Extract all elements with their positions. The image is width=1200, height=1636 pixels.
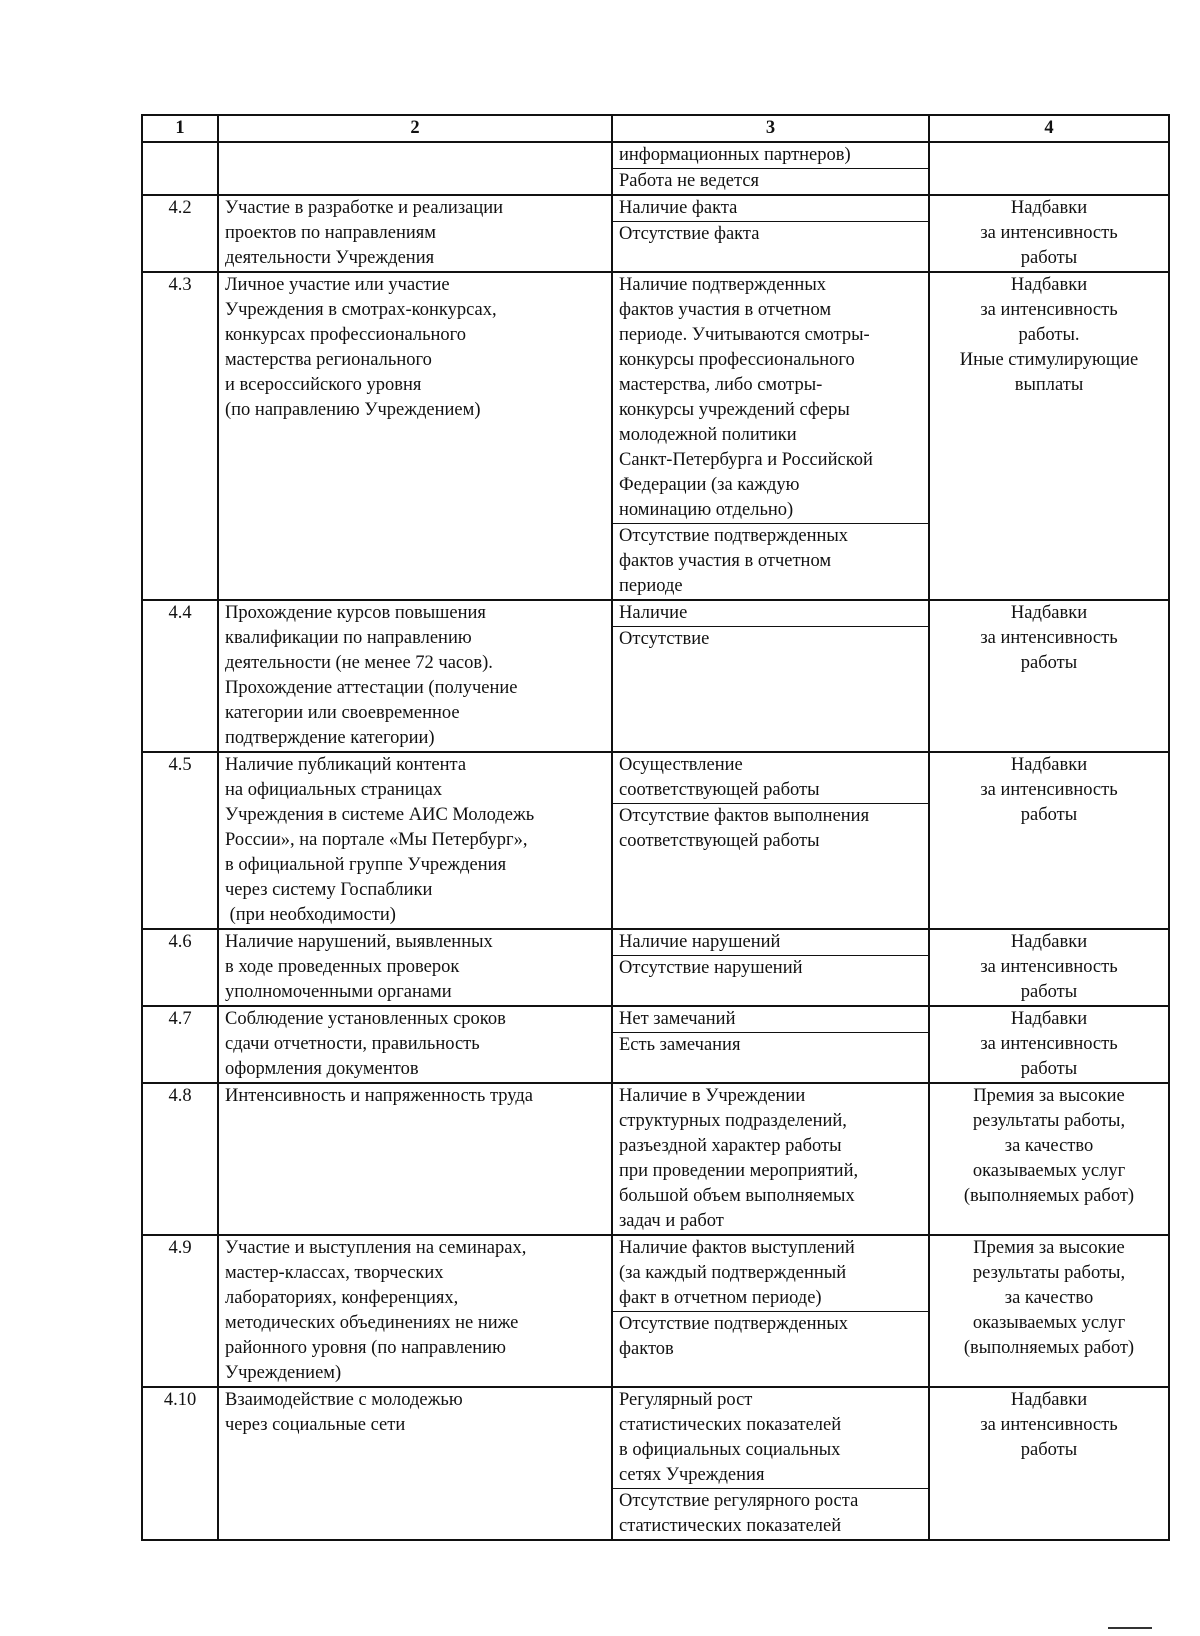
table-row — [142, 1083, 1169, 1235]
criterion-item: Наличие подтвержденных фактов участия в отчетном периоде. Учитываются смотры- конкурсы профессионального мастерства, либо смотры- конкурсы учреждений сферы молодежной политики Санкт-Петербурга и Российской Федерации (за каждую номинацию отдельно) — [619, 275, 873, 520]
payment-type: Надбавки за интенсивность работы — [929, 195, 1169, 272]
header-col-1: 1 — [142, 115, 218, 142]
criteria-cell — [612, 195, 929, 272]
indicator-description: Прохождение курсов повышения квалификации по направлению деятельности (не менее 72 часов). Прохождение аттестации (получение категории или своевременное подтверждение категории) — [218, 600, 612, 752]
indicator-description: Личное участие или участие Учреждения в смотрах-конкурсах, конкурсах профессионального мастерства регионального и всероссийского уровня (по направлению Учреждением) — [218, 272, 612, 600]
row-number: 4.5 — [142, 752, 218, 929]
indicator-description: Участие и выступления на семинарах, мастер-классах, творческих лабораториях, конференциях, методических объединениях не ниже районного уровня (по направлению Учреждением) — [218, 1235, 612, 1387]
criterion-item: Наличие — [619, 603, 688, 623]
criterion-item: Регулярный рост статистических показателей в официальных социальных сетях Учреждения — [619, 1390, 842, 1485]
criterion-item: Нет замечаний — [619, 1009, 736, 1029]
row-number: 4.8 — [142, 1083, 218, 1235]
criterion-item: Наличие в Учреждении структурных подразделений, разъездной характер работы при проведении мероприятий, большой объем выполняемых задач и работ — [619, 1086, 859, 1231]
criteria-cell — [612, 272, 929, 600]
criterion-item: Осуществление соответствующей работы — [619, 755, 820, 800]
payment-type: Надбавки за интенсивность работы — [929, 929, 1169, 1006]
payment-type: Надбавки за интенсивность работы. Иные стимулирующие выплаты — [929, 272, 1169, 600]
row-number: 4.6 — [142, 929, 218, 1006]
table-row — [142, 1235, 1169, 1387]
table-row — [142, 195, 1169, 272]
payment-type — [929, 142, 1169, 195]
payment-type: Надбавки за интенсивность работы — [929, 1006, 1169, 1083]
criterion-item: Отсутствие регулярного роста статистических показателей — [613, 1488, 928, 1539]
table-header — [142, 115, 1169, 142]
criteria-cell — [612, 1235, 929, 1387]
criteria-cell — [612, 929, 929, 1006]
indicator-description: Наличие публикаций контента на официальных страницах Учреждения в системе АИС Молодежь России», на портале «Мы Петербург», в официальной группе Учреждения через систему Госпаблики (при необходимости) — [218, 752, 612, 929]
table-row — [142, 752, 1169, 929]
header-col-4: 4 — [929, 115, 1169, 142]
table-body — [142, 142, 1169, 1540]
table-row — [142, 1387, 1169, 1540]
criterion-item: Работа не ведется — [613, 168, 928, 194]
criterion-item: Отсутствие факта — [613, 221, 928, 247]
table-row — [142, 142, 1169, 195]
row-number: 4.7 — [142, 1006, 218, 1083]
payment-type: Премия за высокие результаты работы, за качество оказываемых услуг (выполняемых работ) — [929, 1235, 1169, 1387]
criterion-item: Наличие фактов выступлений (за каждый подтвержденный факт в отчетном периоде) — [619, 1238, 855, 1308]
criterion-item: Отсутствие подтвержденных фактов — [613, 1311, 928, 1362]
indicator-description: Наличие нарушений, выявленных в ходе проведенных проверок уполномоченными органами — [218, 929, 612, 1006]
indicator-description — [218, 142, 612, 195]
criteria-cell — [612, 752, 929, 929]
criteria-cell — [612, 1387, 929, 1540]
criterion-item: Есть замечания — [613, 1032, 928, 1058]
criteria-cell — [612, 1006, 929, 1083]
indicator-description: Интенсивность и напряженность труда — [218, 1083, 612, 1235]
indicator-description: Взаимодействие с молодежью через социальные сети — [218, 1387, 612, 1540]
table-row — [142, 1006, 1169, 1083]
table-row — [142, 600, 1169, 752]
row-number: 4.2 — [142, 195, 218, 272]
criteria-cell — [612, 1083, 929, 1235]
table-row — [142, 272, 1169, 600]
row-number: 4.3 — [142, 272, 218, 600]
header-col-2: 2 — [218, 115, 612, 142]
row-number: 4.10 — [142, 1387, 218, 1540]
payment-type: Надбавки за интенсивность работы — [929, 1387, 1169, 1540]
payment-type: Надбавки за интенсивность работы — [929, 752, 1169, 929]
criterion-item: Отсутствие подтвержденных фактов участия в отчетном периоде — [613, 523, 928, 599]
row-number — [142, 142, 218, 195]
indicator-description: Участие в разработке и реализации проектов по направлениям деятельности Учреждения — [218, 195, 612, 272]
row-number: 4.4 — [142, 600, 218, 752]
criterion-item: Отсутствие фактов выполнения соответствующей работы — [613, 803, 928, 854]
payment-type: Надбавки за интенсивность работы — [929, 600, 1169, 752]
payment-type: Премия за высокие результаты работы, за качество оказываемых услуг (выполняемых работ) — [929, 1083, 1169, 1235]
row-number: 4.9 — [142, 1235, 218, 1387]
criterion-item: Отсутствие нарушений — [613, 955, 928, 981]
criteria-table — [141, 114, 1170, 1541]
indicator-description: Соблюдение установленных сроков сдачи отчетности, правильность оформления документов — [218, 1006, 612, 1083]
criteria-cell — [612, 600, 929, 752]
header-col-3: 3 — [612, 115, 929, 142]
table-row — [142, 929, 1169, 1006]
header-row — [142, 115, 1169, 142]
page-edge-mark — [1108, 1627, 1152, 1629]
criterion-item: Наличие факта — [619, 198, 738, 218]
criterion-item: Наличие нарушений — [619, 932, 781, 952]
criterion-item: информационных партнеров) — [619, 145, 851, 165]
criterion-item: Отсутствие — [613, 626, 928, 652]
criteria-cell — [612, 142, 929, 195]
